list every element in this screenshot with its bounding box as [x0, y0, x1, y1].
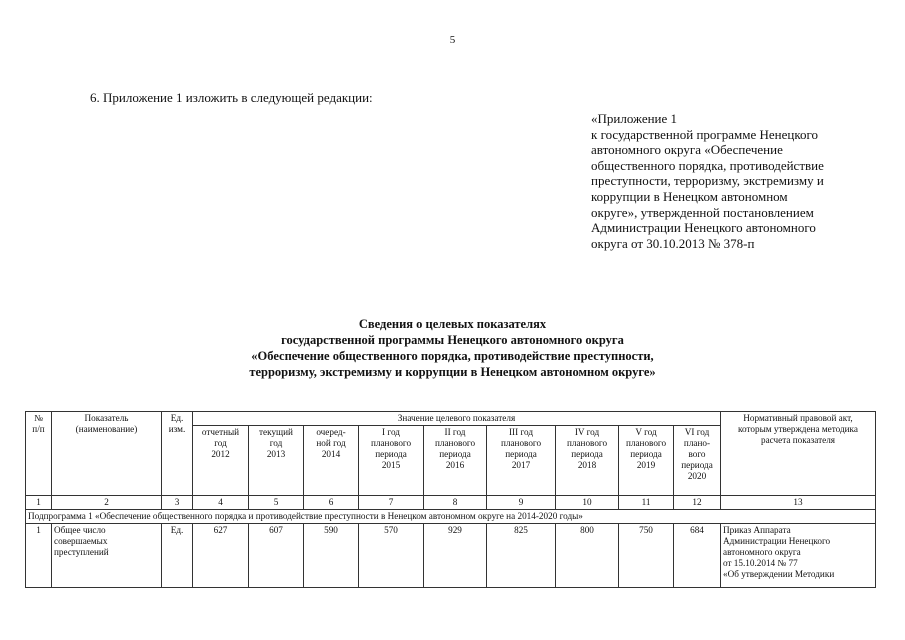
column-number: 6	[304, 496, 359, 510]
row-value-2017: 825	[487, 524, 556, 588]
text-line: «Приложение 1	[591, 111, 678, 126]
text-line: 2012	[211, 449, 230, 459]
header-indicator	[52, 412, 162, 496]
header-year-2014	[304, 426, 359, 496]
text-line: 2020	[687, 471, 707, 481]
row-value-2014: 590	[304, 524, 359, 588]
text-line: I год	[382, 427, 400, 437]
text-line: III год	[508, 427, 534, 437]
text-line: изм.	[168, 424, 186, 434]
text-line: 2014	[321, 449, 341, 459]
text-line: Администрации Ненецкого автономного	[591, 220, 816, 236]
column-number: 8	[424, 496, 487, 510]
text-line: 2018	[577, 460, 597, 470]
text-line: Администрации Ненецкого	[723, 536, 831, 546]
text-line: планового	[566, 438, 608, 448]
text-line: автономного округа	[723, 547, 801, 557]
text-line: текущий	[259, 427, 293, 437]
text-line: Ед.	[170, 413, 184, 423]
row-value-2020: 684	[674, 524, 721, 588]
text-line: «Обеспечение общественного порядка, противодействие преступности,	[251, 349, 654, 363]
text-line: коррупции в Ненецком автономном	[591, 188, 788, 204]
text-line: 2015	[381, 460, 401, 470]
page-number: 5	[449, 34, 456, 46]
text-line: 2013	[266, 449, 286, 459]
appendix-reference	[591, 111, 824, 251]
row-number: 1	[26, 524, 52, 588]
header-number	[26, 412, 52, 496]
column-number: 7	[359, 496, 424, 510]
text-line: отчетный	[201, 427, 240, 437]
text-line: очеред-	[316, 427, 346, 437]
text-line: преступлений	[54, 547, 109, 557]
text-line: которым утверждена методика	[738, 424, 858, 434]
header-legal-act	[721, 412, 876, 496]
text-line: п/п	[32, 424, 45, 434]
column-number: 2	[52, 496, 162, 510]
text-line: IV год	[574, 427, 600, 437]
text-line: к государственной программе Ненецкого	[591, 126, 819, 142]
text-line: от 15.10.2014 № 77	[723, 558, 798, 568]
target-indicators-table	[25, 411, 876, 588]
text-line: Показатель	[84, 413, 129, 423]
row-value-2019: 750	[619, 524, 674, 588]
row-indicator	[52, 524, 162, 588]
text-line: периода	[439, 449, 471, 459]
text-line: Нормативный правовой акт,	[743, 413, 853, 423]
text-line: вого	[688, 449, 706, 459]
row-value-2018: 800	[556, 524, 619, 588]
text-line: плано-	[683, 438, 711, 448]
row-value-2015: 570	[359, 524, 424, 588]
header-year-2018	[556, 426, 619, 496]
text-line: автономного округа «Обеспечение	[591, 142, 783, 158]
row-value-2012: 627	[193, 524, 249, 588]
header-year-2017	[487, 426, 556, 496]
text-line: округа от 30.10.2013 № 378-п	[591, 235, 755, 251]
header-year-2013	[249, 426, 304, 496]
text-line: ной год	[316, 438, 346, 448]
text-line: «Об утверждении Методики	[723, 569, 835, 579]
text-line: периода	[505, 449, 537, 459]
header-unit	[162, 412, 193, 496]
text-line: 2017	[511, 460, 531, 470]
column-number: 10	[556, 496, 619, 510]
text-line: 2016	[445, 460, 465, 470]
text-line: №	[34, 413, 43, 423]
column-number: 4	[193, 496, 249, 510]
text-line: округе», утвержденной постановлением	[591, 204, 814, 220]
text-line: общественного порядка, противодействие	[591, 157, 824, 173]
column-number: 11	[619, 496, 674, 510]
text-line: VI год	[684, 427, 710, 437]
column-number: 1	[26, 496, 52, 510]
amendment-item-text: 6. Приложение 1 изложить в следующей редакции:	[90, 90, 373, 105]
header-year-2016	[424, 426, 487, 496]
text-line: расчета показателя	[760, 435, 836, 445]
text-line: преступности, терроризму, экстремизму и	[591, 173, 824, 189]
column-number: 9	[487, 496, 556, 510]
text-line: Общее число	[54, 525, 106, 535]
text-line: Приказ Аппарата	[723, 525, 791, 535]
header-year-2020	[674, 426, 721, 496]
text-line: планового	[370, 438, 412, 448]
text-line: планового	[625, 438, 667, 448]
document-heading	[0, 316, 905, 380]
text-line: терроризму, экстремизму и коррупции в Ненецком автономном округе»	[249, 365, 656, 379]
text-line: государственной программы Ненецкого автономного округа	[281, 333, 624, 347]
text-line: 2019	[636, 460, 656, 470]
text-line: периода	[375, 449, 407, 459]
header-year-2012	[193, 426, 249, 496]
row-value-2013: 607	[249, 524, 304, 588]
text-line: планового	[434, 438, 476, 448]
text-line: периода	[681, 460, 713, 470]
row-value-2016: 929	[424, 524, 487, 588]
text-line: Сведения о целевых показателях	[358, 317, 547, 331]
text-line: периода	[571, 449, 603, 459]
text-line: год	[269, 438, 283, 448]
column-number: 13	[721, 496, 876, 510]
column-number: 3	[162, 496, 193, 510]
column-number: 5	[249, 496, 304, 510]
text-line: планового	[500, 438, 542, 448]
header-year-2015	[359, 426, 424, 496]
row-legal-act	[721, 524, 876, 588]
header-value-group: Значение целевого показателя	[193, 412, 721, 426]
text-line: периода	[630, 449, 662, 459]
text-line: V год	[635, 427, 657, 437]
row-unit: Ед.	[162, 524, 193, 588]
text-line: II год	[444, 427, 466, 437]
text-line: (наименование)	[75, 424, 138, 434]
text-line: год	[214, 438, 227, 448]
subprogram-row: Подпрограмма 1 «Обеспечение общественного порядка и противодействие преступности в Ненецком автономном округе на 2014-2020 годы»	[26, 510, 876, 524]
text-line: совершаемых	[54, 536, 108, 546]
column-number: 12	[674, 496, 721, 510]
header-year-2019	[619, 426, 674, 496]
